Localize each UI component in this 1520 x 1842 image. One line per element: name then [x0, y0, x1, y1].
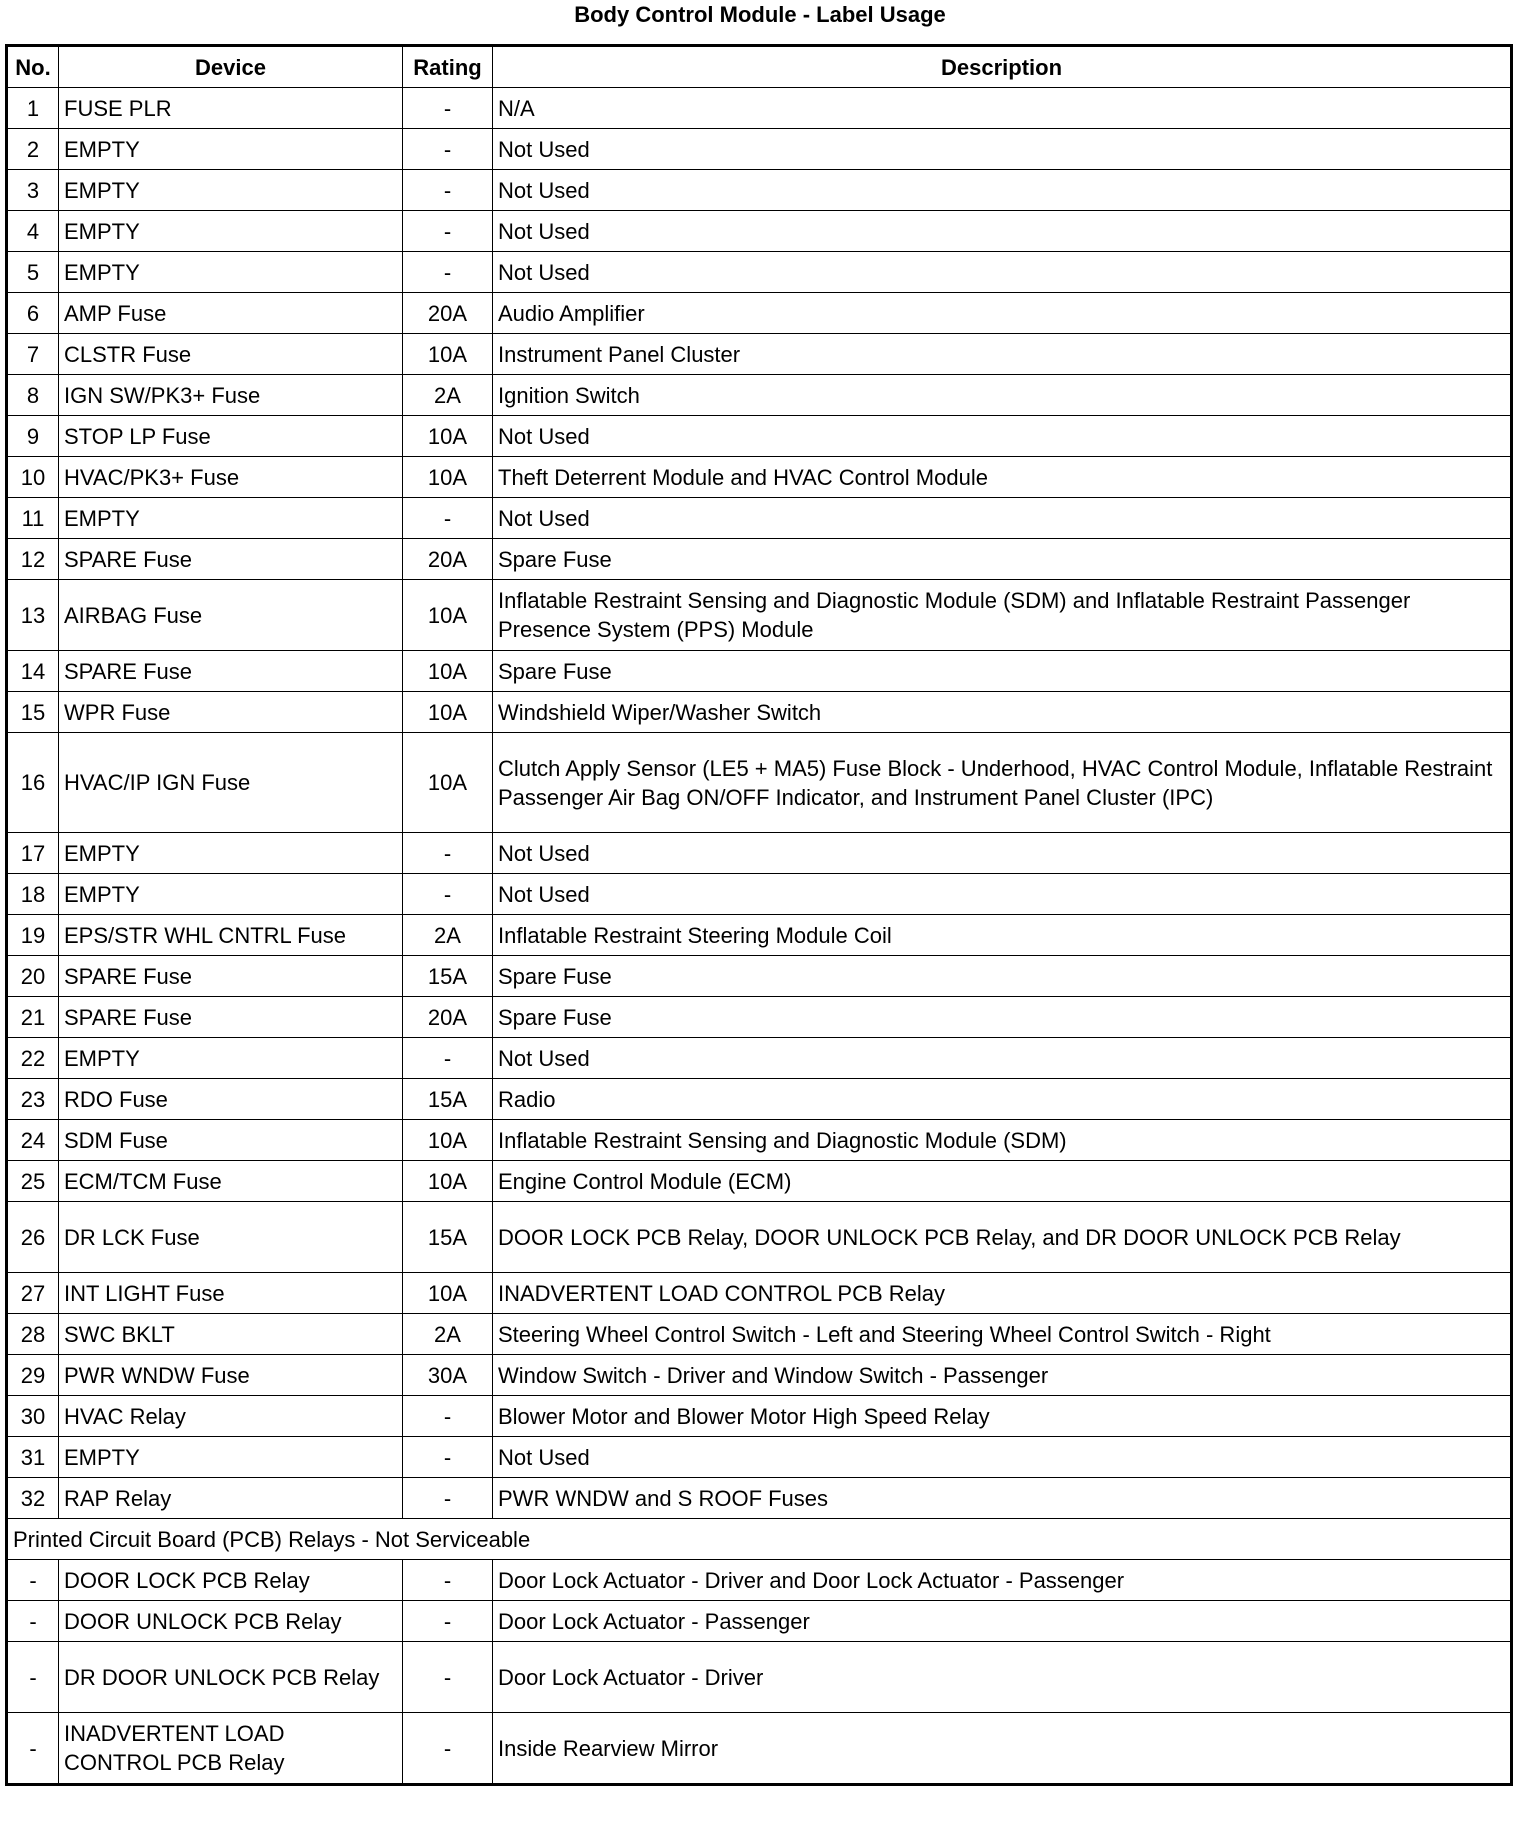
cell-no: 13	[7, 580, 59, 651]
table-row	[7, 1273, 1512, 1314]
cell-device: EPS/STR WHL CNTRL Fuse	[59, 915, 403, 956]
cell-description: Not Used	[493, 833, 1512, 874]
cell-no: 3	[7, 170, 59, 211]
cell-description: Engine Control Module (ECM)	[493, 1161, 1512, 1202]
table-row	[7, 498, 1512, 539]
cell-no: -	[7, 1713, 59, 1785]
cell-description: Inflatable Restraint Sensing and Diagnostic Module (SDM)	[493, 1120, 1512, 1161]
cell-rating: 20A	[403, 539, 493, 580]
cell-description: N/A	[493, 88, 1512, 129]
cell-description: Door Lock Actuator - Driver	[493, 1642, 1512, 1713]
cell-rating: -	[403, 1396, 493, 1437]
cell-no: 17	[7, 833, 59, 874]
table-row	[7, 211, 1512, 252]
section-row	[7, 1519, 1512, 1560]
table-row	[7, 1478, 1512, 1519]
cell-device: EMPTY	[59, 1038, 403, 1079]
table-row	[7, 539, 1512, 580]
cell-device: AIRBAG Fuse	[59, 580, 403, 651]
cell-description: Inflatable Restraint Steering Module Coil	[493, 915, 1512, 956]
cell-description: Spare Fuse	[493, 651, 1512, 692]
table-row	[7, 580, 1512, 651]
table-row	[7, 651, 1512, 692]
cell-device: SPARE Fuse	[59, 539, 403, 580]
cell-rating: -	[403, 498, 493, 539]
cell-device: DR LCK Fuse	[59, 1202, 403, 1273]
cell-description: Not Used	[493, 416, 1512, 457]
cell-device: EMPTY	[59, 833, 403, 874]
cell-device: INT LIGHT Fuse	[59, 1273, 403, 1314]
cell-no: 11	[7, 498, 59, 539]
table-row	[7, 874, 1512, 915]
cell-rating: 15A	[403, 956, 493, 997]
cell-description: Not Used	[493, 498, 1512, 539]
table-row	[7, 416, 1512, 457]
cell-description: Door Lock Actuator - Passenger	[493, 1601, 1512, 1642]
cell-no: 1	[7, 88, 59, 129]
table-body	[7, 88, 1512, 1785]
cell-device: ECM/TCM Fuse	[59, 1161, 403, 1202]
cell-description: DOOR LOCK PCB Relay, DOOR UNLOCK PCB Relay, and DR DOOR UNLOCK PCB Relay	[493, 1202, 1512, 1273]
cell-device: WPR Fuse	[59, 692, 403, 733]
header-rating: Rating	[403, 46, 493, 88]
table-header-row	[7, 46, 1512, 88]
cell-no: -	[7, 1642, 59, 1713]
cell-rating: -	[403, 1038, 493, 1079]
cell-device: DOOR UNLOCK PCB Relay	[59, 1601, 403, 1642]
cell-device: FUSE PLR	[59, 88, 403, 129]
table-row	[7, 1437, 1512, 1478]
cell-rating: -	[403, 1437, 493, 1478]
cell-device: INADVERTENT LOAD CONTROL PCB Relay	[59, 1713, 403, 1785]
cell-rating: -	[403, 129, 493, 170]
cell-no: 20	[7, 956, 59, 997]
cell-rating: -	[403, 88, 493, 129]
cell-device: PWR WNDW Fuse	[59, 1355, 403, 1396]
cell-no: 10	[7, 457, 59, 498]
cell-device: AMP Fuse	[59, 293, 403, 334]
cell-device: DR DOOR UNLOCK PCB Relay	[59, 1642, 403, 1713]
cell-rating: -	[403, 874, 493, 915]
cell-rating: -	[403, 211, 493, 252]
cell-no: 21	[7, 997, 59, 1038]
cell-device: EMPTY	[59, 129, 403, 170]
cell-no: -	[7, 1601, 59, 1642]
cell-rating: 10A	[403, 651, 493, 692]
cell-description: Inside Rearview Mirror	[493, 1713, 1512, 1785]
cell-description: Instrument Panel Cluster	[493, 334, 1512, 375]
cell-description: Spare Fuse	[493, 539, 1512, 580]
cell-rating: -	[403, 1642, 493, 1713]
cell-no: 8	[7, 375, 59, 416]
cell-no: 7	[7, 334, 59, 375]
table-row	[7, 334, 1512, 375]
cell-no: 29	[7, 1355, 59, 1396]
cell-no: 28	[7, 1314, 59, 1355]
cell-no: 24	[7, 1120, 59, 1161]
cell-description: Audio Amplifier	[493, 293, 1512, 334]
cell-rating: 10A	[403, 692, 493, 733]
cell-rating: -	[403, 1601, 493, 1642]
table-row	[7, 1202, 1512, 1273]
cell-device: IGN SW/PK3+ Fuse	[59, 375, 403, 416]
cell-device: RDO Fuse	[59, 1079, 403, 1120]
cell-rating: 2A	[403, 915, 493, 956]
table-row	[7, 88, 1512, 129]
table-row	[7, 1161, 1512, 1202]
table-row	[7, 457, 1512, 498]
cell-description: Radio	[493, 1079, 1512, 1120]
cell-description: Not Used	[493, 170, 1512, 211]
table-row	[7, 692, 1512, 733]
cell-description: Windshield Wiper/Washer Switch	[493, 692, 1512, 733]
cell-no: 4	[7, 211, 59, 252]
table-row	[7, 1396, 1512, 1437]
cell-no: 18	[7, 874, 59, 915]
cell-device: EMPTY	[59, 211, 403, 252]
table-row	[7, 833, 1512, 874]
cell-description: Inflatable Restraint Sensing and Diagnostic Module (SDM) and Inflatable Restraint Passenger Presence System (PPS) Module	[493, 580, 1512, 651]
cell-description: Not Used	[493, 874, 1512, 915]
cell-rating: -	[403, 833, 493, 874]
cell-rating: 10A	[403, 416, 493, 457]
header-no: No.	[7, 46, 59, 88]
table-row	[7, 997, 1512, 1038]
header-description: Description	[493, 46, 1512, 88]
cell-no: 26	[7, 1202, 59, 1273]
table-row	[7, 129, 1512, 170]
cell-no: -	[7, 1560, 59, 1601]
cell-no: 22	[7, 1038, 59, 1079]
cell-no: 2	[7, 129, 59, 170]
cell-description: INADVERTENT LOAD CONTROL PCB Relay	[493, 1273, 1512, 1314]
cell-device: HVAC/PK3+ Fuse	[59, 457, 403, 498]
cell-description: Door Lock Actuator - Driver and Door Lock Actuator - Passenger	[493, 1560, 1512, 1601]
cell-no: 25	[7, 1161, 59, 1202]
cell-no: 31	[7, 1437, 59, 1478]
table-row	[7, 1079, 1512, 1120]
table-row	[7, 252, 1512, 293]
cell-no: 12	[7, 539, 59, 580]
cell-no: 32	[7, 1478, 59, 1519]
cell-rating: 2A	[403, 1314, 493, 1355]
cell-rating: 20A	[403, 293, 493, 334]
cell-rating: 15A	[403, 1079, 493, 1120]
table-row	[7, 1642, 1512, 1713]
table-row	[7, 375, 1512, 416]
cell-rating: 2A	[403, 375, 493, 416]
cell-device: EMPTY	[59, 170, 403, 211]
cell-device: EMPTY	[59, 874, 403, 915]
cell-rating: -	[403, 1560, 493, 1601]
cell-rating: 10A	[403, 457, 493, 498]
cell-no: 19	[7, 915, 59, 956]
cell-device: STOP LP Fuse	[59, 416, 403, 457]
table-row	[7, 733, 1512, 833]
section-heading: Printed Circuit Board (PCB) Relays - Not Serviceable	[7, 1519, 1512, 1560]
cell-rating: 10A	[403, 1120, 493, 1161]
cell-device: DOOR LOCK PCB Relay	[59, 1560, 403, 1601]
cell-rating: 30A	[403, 1355, 493, 1396]
cell-rating: 20A	[403, 997, 493, 1038]
table-row	[7, 170, 1512, 211]
cell-device: SPARE Fuse	[59, 651, 403, 692]
table-row	[7, 1314, 1512, 1355]
cell-description: Theft Deterrent Module and HVAC Control Module	[493, 457, 1512, 498]
cell-device: SWC BKLT	[59, 1314, 403, 1355]
cell-description: Not Used	[493, 129, 1512, 170]
cell-no: 23	[7, 1079, 59, 1120]
table-row	[7, 1038, 1512, 1079]
cell-rating: -	[403, 252, 493, 293]
table-row	[7, 293, 1512, 334]
cell-device: SPARE Fuse	[59, 997, 403, 1038]
page-title: Body Control Module - Label Usage	[574, 2, 946, 27]
cell-rating: 10A	[403, 1273, 493, 1314]
cell-no: 16	[7, 733, 59, 833]
cell-description: Not Used	[493, 1437, 1512, 1478]
cell-no: 14	[7, 651, 59, 692]
table-row	[7, 956, 1512, 997]
cell-device: CLSTR Fuse	[59, 334, 403, 375]
cell-no: 27	[7, 1273, 59, 1314]
cell-rating: 10A	[403, 1161, 493, 1202]
cell-description: Spare Fuse	[493, 997, 1512, 1038]
cell-no: 9	[7, 416, 59, 457]
cell-description: Clutch Apply Sensor (LE5 + MA5) Fuse Block - Underhood, HVAC Control Module, Inflatable Restraint Passenger Air Bag ON/OFF Indicator, and Instrument Panel Cluster (IPC)	[493, 733, 1512, 833]
table-row	[7, 1355, 1512, 1396]
cell-description: Not Used	[493, 211, 1512, 252]
table-row	[7, 1601, 1512, 1642]
cell-description: Ignition Switch	[493, 375, 1512, 416]
cell-device: HVAC/IP IGN Fuse	[59, 733, 403, 833]
header-device: Device	[59, 46, 403, 88]
cell-device: EMPTY	[59, 498, 403, 539]
cell-device: EMPTY	[59, 252, 403, 293]
cell-description: Spare Fuse	[493, 956, 1512, 997]
cell-description: PWR WNDW and S ROOF Fuses	[493, 1478, 1512, 1519]
cell-description: Window Switch - Driver and Window Switch - Passenger	[493, 1355, 1512, 1396]
cell-device: HVAC Relay	[59, 1396, 403, 1437]
cell-rating: -	[403, 170, 493, 211]
table-row	[7, 1560, 1512, 1601]
cell-no: 30	[7, 1396, 59, 1437]
cell-rating: 10A	[403, 733, 493, 833]
cell-no: 6	[7, 293, 59, 334]
cell-description: Blower Motor and Blower Motor High Speed Relay	[493, 1396, 1512, 1437]
cell-rating: 15A	[403, 1202, 493, 1273]
table-row	[7, 1120, 1512, 1161]
cell-device: SDM Fuse	[59, 1120, 403, 1161]
cell-device: RAP Relay	[59, 1478, 403, 1519]
cell-device: SPARE Fuse	[59, 956, 403, 997]
label-usage-table	[5, 44, 1513, 1786]
cell-description: Not Used	[493, 252, 1512, 293]
table-row	[7, 915, 1512, 956]
cell-description: Steering Wheel Control Switch - Left and Steering Wheel Control Switch - Right	[493, 1314, 1512, 1355]
cell-no: 15	[7, 692, 59, 733]
cell-description: Not Used	[493, 1038, 1512, 1079]
cell-rating: -	[403, 1478, 493, 1519]
cell-rating: 10A	[403, 580, 493, 651]
cell-device: EMPTY	[59, 1437, 403, 1478]
table-row	[7, 1713, 1512, 1785]
cell-no: 5	[7, 252, 59, 293]
cell-rating: 10A	[403, 334, 493, 375]
cell-rating: -	[403, 1713, 493, 1785]
